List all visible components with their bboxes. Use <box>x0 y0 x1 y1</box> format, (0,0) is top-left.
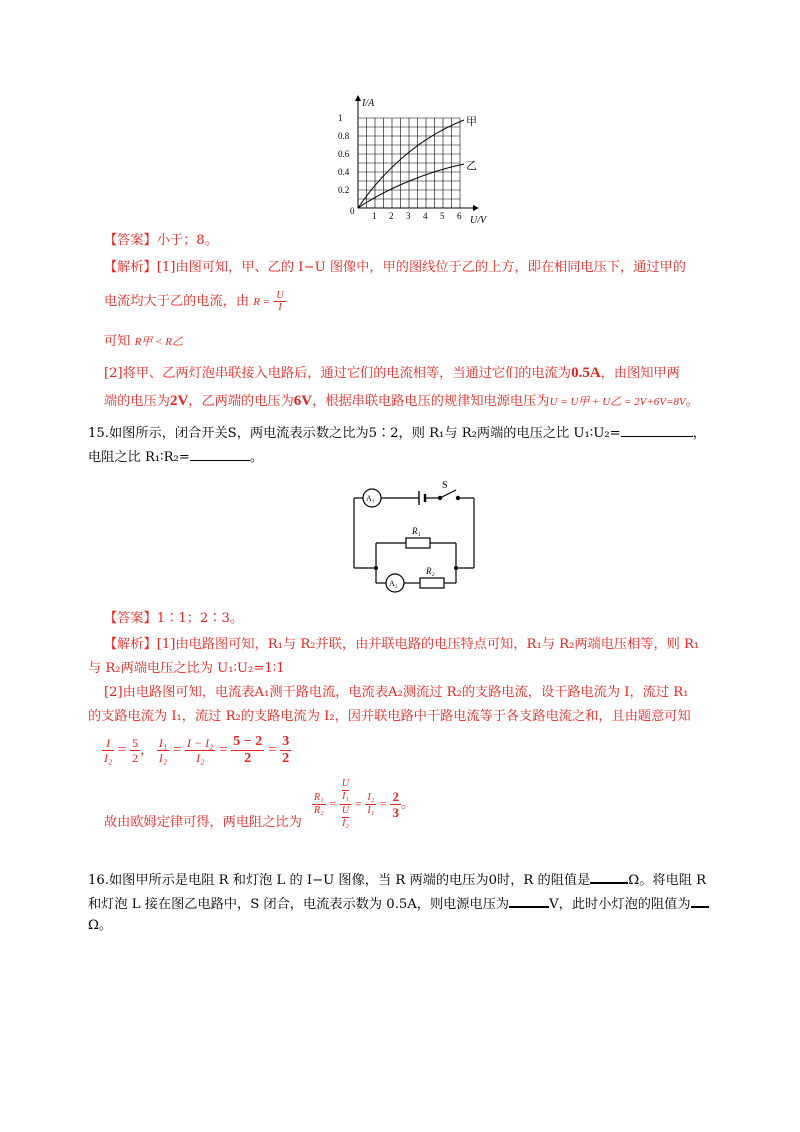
curve-jia <box>358 120 464 208</box>
y-tick-label: 0.4 <box>338 167 350 177</box>
y-tick-label: 1 <box>338 113 343 123</box>
q14-analysis-line1: 【解析】[1]由图可知，甲、乙的 I−U 图像中，甲的图线位于乙的上方，即在相同电压下，通过甲的 <box>104 260 686 275</box>
q14-analysis-line4: [2]将甲、乙两灯泡串联接入电路后，通过它们的电流相等，当通过它们的电流为0.5A，由图知甲两 <box>104 365 680 381</box>
iu-graph <box>336 94 496 229</box>
x-tick-label: 4 <box>423 211 428 221</box>
ammeter-a2-label: A₂ <box>389 579 398 588</box>
circuit-diagram <box>346 478 482 594</box>
q15-analysis-a4: 的支路电流为 I₁，流过 R₂的支路电流为 I₂，因并联电路中干路电流等于各支路电流之和，且由题意可知 <box>88 709 691 724</box>
q15-stem-line1: 15.如图所示，闭合开关S，两电流表示数之比为5∶2，则 R₁与 R₂两端的电压之比 U₁∶U₂= ， <box>88 422 706 444</box>
switch-label: S <box>442 480 448 491</box>
origin-label: 0 <box>350 206 355 216</box>
q15-analysis-a3: [2]由电路图可知，电流表A₁测干路电流，电流表A₂测流过 R₂的支路电流，设干路电流为 I，流过 R₁ <box>104 685 689 700</box>
q15-answer: 【答案】1∶1；2∶3。 <box>104 611 244 626</box>
x-tick-label: 3 <box>406 211 411 221</box>
q15-analysis-a2: 与 R₂两端电压之比为 U₁∶U₂=1∶1 <box>88 661 285 676</box>
label-jia: 甲 <box>466 116 477 128</box>
x-tick-label: 2 <box>389 211 394 221</box>
answer-blank-3[interactable] <box>590 868 628 884</box>
q14-answer <box>104 231 218 251</box>
y-axis-label: I/A <box>362 98 375 109</box>
answer-blank-4[interactable] <box>509 892 549 908</box>
y-tick-label: 0.2 <box>338 185 350 195</box>
x-axis-label: U/V <box>470 215 487 226</box>
y-tick-label: 0.6 <box>338 149 350 159</box>
ammeter-a1-label: A₁ <box>366 494 375 503</box>
q15-analysis-a1: 【解析】[1]由电路图可知，R₁与 R₂并联，由并联电路的电压特点可知，R₁与 R₂两端电压相等，则 R₁ <box>104 637 700 652</box>
resistor-r2 <box>420 578 444 588</box>
x-tick-label: 5 <box>440 211 445 221</box>
q15-stem-line2: 电阻之比 R₁∶R₂= 。 <box>88 446 263 468</box>
x-tick-label: 1 <box>372 211 377 221</box>
r1-label: R₁ <box>412 526 421 536</box>
r2-label: R₂ <box>426 566 435 576</box>
q15-ohm-text: 故由欧姆定律可得，两电阻之比为 <box>104 815 302 830</box>
y-tick-label: 0.8 <box>338 131 350 141</box>
q16-stem-line2: 和灯泡 L 接在图乙电路中，S 闭合，电流表示数为 0.5A，则电源电压为 V，此时小灯泡的阻值为 <box>88 892 709 915</box>
q16-stem-line1: 16.如图甲所示是电阻 R 和灯泡 L 的 I−U 图像，当 R 两端的电压为0时，R 的阻值是 Ω。将电阻 R <box>88 868 706 891</box>
label-yi: 乙 <box>466 160 477 172</box>
answer-blank-5[interactable] <box>691 892 709 908</box>
equation-current-ratio: $\frac{I}{\text{I₂}}$ = $\frac{5}{2}$ ， $\frac{\text{I₁}}{\text{I₂}}$ = $\frac{\text{I − I₂}}{\text{I₂}}$ = $\frac{5 - 2}{2}$ = $\frac{3}{2}$ <box>104 734 290 766</box>
q14-analysis-line5: 端的电压为2V，乙两端的电压为6V，根据串联电路电压的规律知电源电压为U = U甲 + U乙 = 2V+6V=8V。 <box>104 393 699 409</box>
answer-blank-2[interactable] <box>190 446 250 461</box>
q16-stem-line3: Ω。 <box>88 918 113 933</box>
fraction-u-over-i: $\frac{U}{I}$ <box>276 290 284 313</box>
analysis-tag: 【解析】 <box>104 260 157 275</box>
x-tick-label: 6 <box>457 211 462 221</box>
q14-analysis-line3: 可知 R甲 < R乙 <box>104 334 183 349</box>
equation-resistance-ratio: $\frac{\text{R₁}}{\text{R₂}}$ = U I₁ U I₂ = $\frac{\text{I₂}}{\text{I₁}}$ = $\frac{2}{3}$ 。 <box>314 778 414 829</box>
answer-text: 小于；8。 <box>156 233 218 248</box>
answer-blank-1[interactable] <box>621 422 693 437</box>
resistor-r1 <box>406 538 430 548</box>
q14-analysis-line2: 电流均大于乙的电流，由 R = $\frac{U}{I}$ <box>104 290 284 313</box>
answer-tag: 【答案】 <box>104 233 157 248</box>
